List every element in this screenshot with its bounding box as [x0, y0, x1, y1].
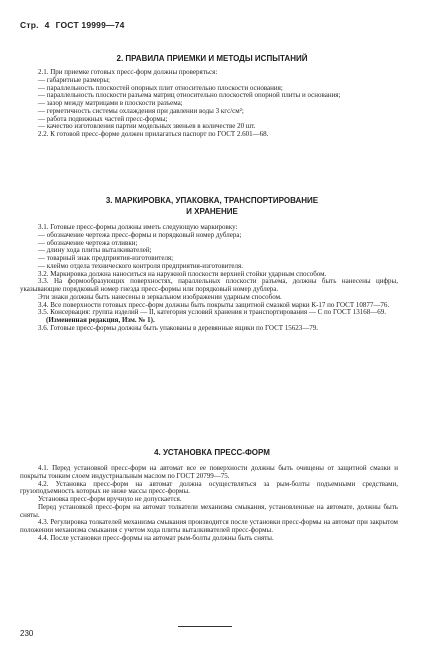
paragraph: 3.4. Все поверхности готовых пресс-форм должны быть покрыты защитной смазкой марки К-17 по ГОСТ 10877—76.: [38, 300, 390, 309]
list-item: — параллельность плоскости разъема матриц относительно плоскостей опорной плиты и основания;: [38, 91, 341, 100]
page-label: Стр.: [20, 20, 39, 30]
section-3-title-line-1: 3. МАРКИРОВКА, УПАКОВКА, ТРАНСПОРТИРОВАНИЕ: [105, 196, 319, 205]
list-item: — обозначение чертежа отливки;: [38, 238, 138, 247]
paragraph: 2.1. При приемке готовых пресс-форм должны проверяться:: [38, 68, 218, 76]
paragraph: 3.6. Готовые пресс-формы должны быть упакованы в деревянные ящики по ГОСТ 15623—79.: [38, 323, 319, 332]
section-2-body: [20, 69, 398, 139]
paragraph: 4.3. Регулировка толкателей механизма смыкания производится после установки пресс-формы на автомат при закрытом положении механизма смыкания с учетом хода плиты выталкивателей пресс-формы.: [20, 518, 398, 534]
paragraph: Эти знаки должны быть нанесены в зеркальном изображении ударным способом.: [38, 292, 282, 301]
paragraph: 4.4. После установки пресс-формы на автомат рым-болты должны быть сняты.: [38, 533, 274, 542]
list-item: — параллельность плоскостей опорных плит относительно плоскости основания;: [38, 83, 283, 92]
section-3-title-line-2: И ХРАНЕНИЕ: [186, 207, 238, 216]
standard-number: ГОСТ 19999—74: [55, 20, 125, 30]
list-item: — качество изготовления партии модельных звеньев в количестве 20 шт.: [38, 122, 256, 131]
paragraph: 3.1. Готовые пресс-формы должны иметь следующую маркировку:: [38, 223, 238, 231]
list-item: — товарный знак предприятия-изготовителя;: [38, 254, 174, 262]
section-2-title: 2. ПРАВИЛА ПРИЕМКИ И МЕТОДЫ ИСПЫТАНИЙ: [116, 54, 308, 63]
section-4-body: [20, 465, 398, 543]
paragraph: 4.2. Установка пресс-форм на автомат должна осуществляться за рым-болты подъемными средствами, грузоподъемность которых не ниже массы пресс-формы.: [20, 479, 398, 496]
footer-divider: [178, 626, 232, 627]
list-item: — обозначение чертежа пресс-формы и порядковый номер дублера;: [38, 230, 242, 239]
section-3-body: [20, 224, 398, 333]
paragraph: Перед установкой пресс-форм на автомат толкатели механизма смыкания, установленные на автомате, должны быть сняты.: [20, 502, 398, 519]
list-item: — клеймо отдела технического контроля предприятия-изготовителя.: [38, 261, 243, 270]
header-page-number: 4: [44, 20, 50, 30]
paragraph: 3.5. Консервация: группа изделий — II, категория условий хранения и транспортирования — С по ГОСТ 13168—69.: [38, 308, 387, 317]
paragraph: 3.3. На формообразующих поверхностях, параллельных плоскости разъема, должны быть нанесены цифры, указывающие порядковый номер гнезда пресс-формы или порядковый номер дублера.: [20, 277, 398, 293]
list-item: — работа подвижных частей пресс-формы;: [38, 114, 168, 123]
paragraph: 2.2. К готовой пресс-форме должен прилагаться паспорт по ГОСТ 2.601—68.: [38, 130, 269, 138]
amendment-note: (Измененная редакция, Изм. № 1).: [46, 316, 155, 324]
list-item: — герметичность системы охлаждения при давлении воды 3 кгс/см²;: [38, 106, 244, 115]
paragraph: Установка пресс-форм вручную не допускается.: [38, 495, 182, 503]
paragraph: 4.1. Перед установкой пресс-форм на автомат все ее поверхности должны быть очищены от защитной смазки и покрыты тонким слоем индустриальным маслом по ГОСТ 20799—75.: [20, 464, 398, 480]
footer-page-number: 230: [20, 629, 34, 638]
page-header: [20, 20, 131, 30]
section-4-title: 4. УСТАНОВКА ПРЕСС-ФОРМ: [154, 448, 270, 457]
section-3-title: [20, 195, 404, 217]
list-item: — зазор между матрицами в плоскости разъема;: [38, 99, 183, 107]
paragraph: 3.2. Маркировка должна наноситься на наружной плоскости верхней стойки ударным способом.: [38, 269, 327, 278]
list-item: — габаритные размеры;: [38, 75, 110, 84]
list-item: — длину хода плиты выталкивателей;: [38, 246, 152, 255]
